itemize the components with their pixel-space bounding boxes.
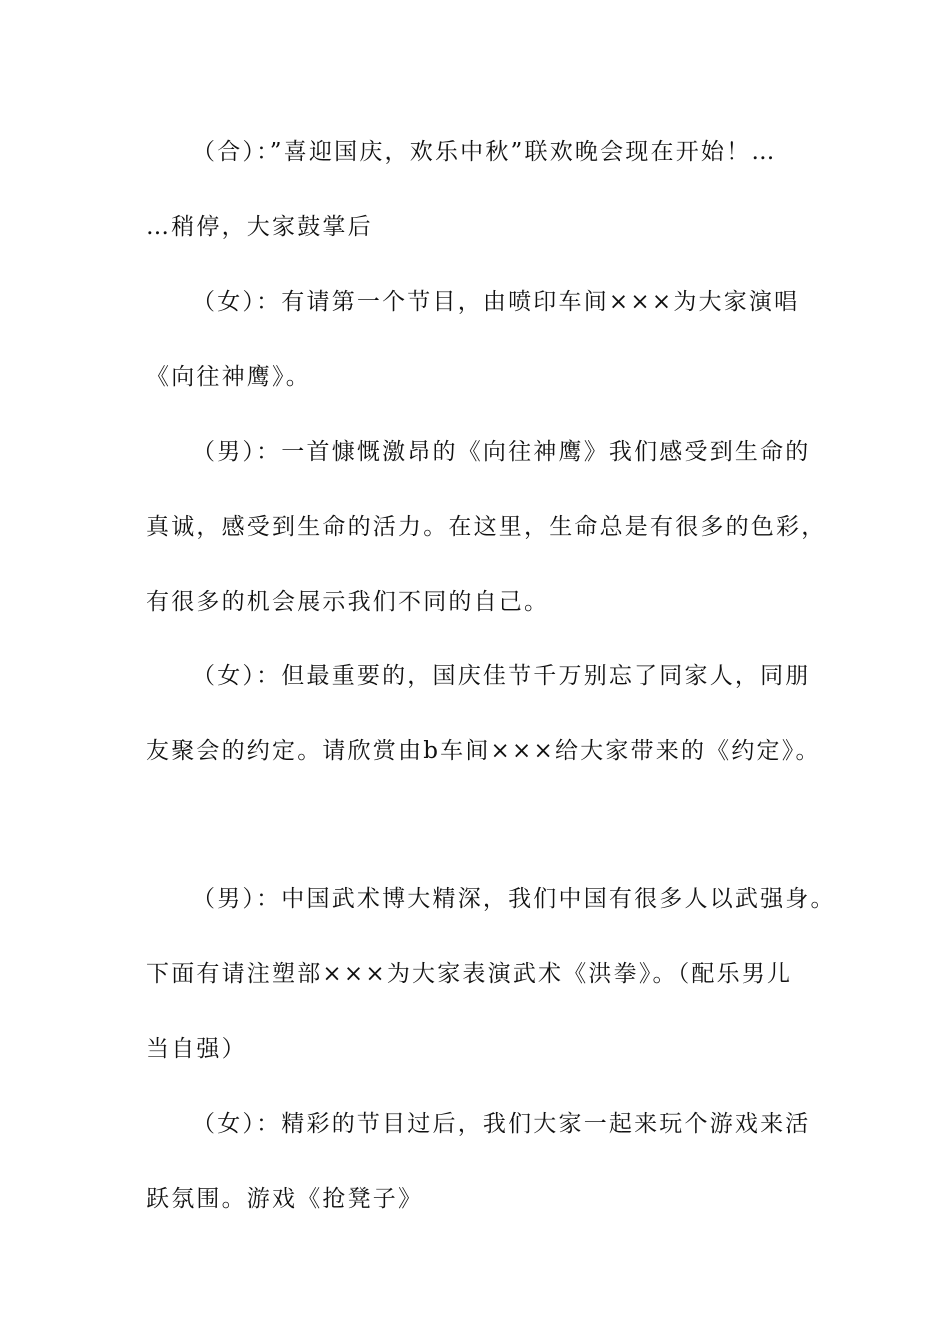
text-line-5: （男）：一首慷慨激昂的《向往神鹰》我们感受到生命的: [192, 439, 811, 465]
text-line-9: 友聚会的约定。请欣赏由b车间×××给大家带来的《约定》。: [146, 738, 821, 764]
text-line-13: （女）：精彩的节目过后，我们大家一起来玩个游戏来活: [192, 1111, 811, 1137]
text-line-3: （女）：有请第一个节目，由喷印车间×××为大家演唱: [192, 289, 800, 315]
text-line-14: 跃氛围。游戏《抢凳子》: [146, 1186, 424, 1212]
text-line-10: （男）：中国武术博大精深，我们中国有很多人以武强身。: [192, 886, 836, 912]
text-line-6: 真诚，感受到生命的活力。在这里，生命总是有很多的色彩，: [146, 514, 827, 540]
text-line-8: （女）：但最重要的，国庆佳节千万别忘了同家人，同朋: [192, 663, 811, 689]
text-line-1: （合）：”喜迎国庆，欢乐中秋”联欢晚会现在开始！…: [192, 139, 777, 165]
text-line-7: 有很多的机会展示我们不同的自己。: [146, 589, 550, 615]
text-line-11: 下面有请注塑部×××为大家表演武术《洪拳》。（配乐男儿: [146, 961, 793, 987]
text-line-2: …稍停，大家鼓掌后: [146, 214, 373, 240]
text-line-12: 当自强）: [146, 1036, 247, 1062]
text-line-4: 《向往神鹰》。: [146, 364, 311, 390]
